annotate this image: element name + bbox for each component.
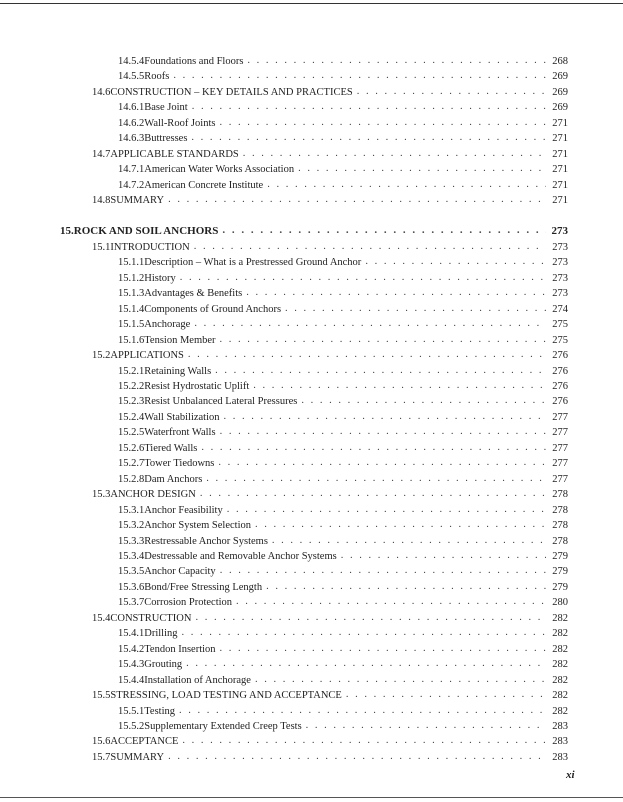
toc-dot-leader [236, 595, 546, 609]
toc-entry-title: Retaining Walls [144, 365, 212, 377]
toc-entry-page: 278 [552, 504, 568, 516]
toc-entry-title: Anchor Capacity [144, 566, 216, 578]
toc-entry-title: Testing [144, 705, 176, 717]
toc-dot-leader [200, 487, 546, 501]
toc-subsection-entry [118, 334, 568, 348]
toc-dot-leader [206, 472, 546, 486]
top-rule [0, 3, 623, 4]
toc-entry-title: Drilling [144, 628, 178, 640]
toc-entry-number: 15.2.7 [118, 458, 145, 470]
toc-subsection-entry [118, 426, 568, 440]
toc-entry-number: 14.8 [92, 195, 111, 207]
toc-entry-title: Resist Hydrostatic Uplift [144, 381, 250, 392]
toc-entry-number: 15.3.4 [118, 550, 145, 562]
toc-section-entry [92, 86, 568, 100]
toc-subsection-entry [118, 550, 568, 564]
toc-entry-title: Destressable and Removable Anchor Systems [144, 550, 337, 562]
toc-subsection-entry [118, 163, 568, 177]
toc-entry-number: 15.1.2 [118, 272, 145, 284]
toc-dot-leader [222, 223, 546, 237]
toc-entry-title: Grouting [144, 659, 183, 671]
toc-dot-leader [285, 302, 546, 316]
toc-entry-number: 15.1.4 [118, 303, 145, 315]
toc-subsection-entry [118, 473, 568, 487]
toc-dot-leader [243, 147, 546, 161]
toc-entry-page: 280 [552, 597, 568, 609]
toc-subsection-entry [118, 395, 568, 409]
toc-dot-leader [201, 441, 546, 455]
toc-dot-leader [195, 611, 546, 625]
toc-entry-number: 15.4.4 [118, 674, 145, 686]
toc-entry-page: 273 [552, 272, 568, 284]
toc-entry-page: 274 [552, 303, 568, 315]
toc-dot-leader [253, 379, 546, 393]
toc-entry-page: 269 [552, 86, 568, 98]
toc-entry-title: American Water Works Association [144, 164, 295, 176]
toc-entry-number: 15.3 [92, 489, 111, 501]
toc-entry-number: 15.3.1 [118, 504, 145, 516]
toc-entry-page: 271 [552, 179, 568, 191]
toc-dot-leader [346, 688, 546, 702]
toc-entry-title: SUMMARY [110, 751, 165, 763]
toc-entry-page: 282 [552, 643, 568, 655]
toc-entry-page: 278 [552, 535, 568, 547]
toc-entry-number: 15.3.3 [118, 535, 145, 547]
toc-subsection-entry [118, 117, 568, 131]
toc-entry-title: ROCK AND SOIL ANCHORS [73, 224, 219, 237]
toc-entry-page: 277 [552, 458, 568, 470]
toc-entry-number: 15.7 [92, 751, 111, 763]
toc-subsection-entry [118, 720, 568, 734]
toc-dot-leader [220, 642, 546, 656]
toc-entry-number: 14.7 [92, 148, 111, 160]
toc-entry-page: 282 [552, 659, 568, 671]
toc-subsection-entry [118, 565, 568, 579]
toc-subsection-entry [118, 442, 568, 456]
toc-entry-title: APPLICABLE STANDARDS [110, 148, 239, 160]
toc-entry-page: 276 [552, 365, 568, 377]
toc-entry-title: Restressable Anchor Systems [144, 535, 268, 547]
toc-entry-page: 271 [552, 117, 568, 129]
toc-dot-leader [194, 317, 546, 331]
toc-entry-number: 15. [60, 224, 74, 237]
toc-subsection-entry [118, 287, 568, 301]
toc-entry-page: 279 [552, 581, 568, 593]
toc-dot-leader [219, 116, 546, 130]
toc-entry-page: 277 [552, 411, 568, 423]
toc-entry-page: 273 [552, 288, 568, 300]
toc-subsection-entry [118, 318, 568, 332]
toc-entry-title: Wall-Roof Joints [144, 117, 216, 129]
toc-subsection-entry [118, 504, 568, 518]
toc-entry-page: 269 [552, 102, 568, 114]
toc-subsection-entry [118, 256, 568, 270]
toc-entry-number: 15.1.3 [118, 288, 145, 300]
toc-subsection-entry [118, 705, 568, 719]
toc-entry-number: 15.1.1 [118, 257, 145, 269]
toc-dot-leader [298, 162, 546, 176]
toc-entry-page: 283 [552, 736, 568, 748]
toc-entry-title: Tendon Insertion [144, 643, 216, 655]
toc-entry-page: 278 [552, 489, 568, 501]
toc-entry-title: Waterfront Walls [144, 427, 216, 439]
toc-entry-page: 271 [552, 148, 568, 160]
toc-dot-leader [357, 85, 546, 99]
toc-dot-leader [220, 564, 546, 578]
toc-entry-title: Supplementary Extended Creep Tests [144, 720, 302, 732]
toc-subsection-entry [118, 674, 568, 688]
toc-dot-leader [215, 364, 546, 378]
toc-entry-number: 15.5 [92, 690, 111, 701]
toc-entry-number: 15.1.5 [118, 319, 145, 331]
toc-subsection-entry [118, 581, 568, 595]
toc-subsection-entry [118, 272, 568, 286]
toc-dot-leader [227, 503, 546, 517]
toc-entry-number: 15.2.5 [118, 427, 145, 439]
toc-entry-title: American Concrete Institute [144, 179, 264, 191]
toc-entry-title: Buttresses [144, 133, 188, 145]
toc-entry-title: Components of Ground Anchors [144, 303, 282, 315]
toc-entry-number: 14.7.1 [118, 164, 145, 176]
toc-entry-page: 275 [552, 319, 568, 331]
toc-entry-number: 15.2.1 [118, 365, 145, 377]
toc-entry-page: 273 [551, 224, 568, 237]
toc-entry-title: Tiered Walls [144, 442, 198, 454]
toc-entry-title: Description – What is a Prestressed Ground Anchor [144, 257, 362, 269]
toc-entry-title: Resist Unbalanced Lateral Pressures [144, 396, 298, 408]
toc-subsection-entry [118, 70, 568, 84]
toc-subsection-entry [118, 627, 568, 641]
page-number: xi [566, 769, 575, 781]
toc-subsection-entry [118, 132, 568, 146]
toc-entry-number: 15.5.2 [118, 720, 145, 732]
toc-dot-leader [180, 271, 546, 285]
toc-entry-number: 15.5.1 [118, 705, 145, 717]
toc-entry-number: 14.6 [92, 86, 111, 98]
toc-dot-leader [272, 534, 546, 548]
toc-entry-title: Tower Tiedowns [144, 458, 215, 470]
toc-entry-page: 271 [552, 195, 568, 207]
toc-dot-leader [247, 54, 546, 68]
toc-subsection-entry [118, 411, 568, 425]
toc-entry-title: ANCHOR DESIGN [110, 489, 196, 501]
toc-entry-number: 15.2 [92, 350, 111, 362]
toc-entry-title: APPLICATIONS [110, 350, 184, 362]
toc-dot-leader [188, 348, 546, 362]
toc-entry-page: 283 [552, 720, 568, 732]
toc-subsection-entry [118, 596, 568, 610]
toc-entry-page: 279 [552, 566, 568, 578]
toc-dot-leader [182, 626, 547, 640]
toc-entry-title: Anchorage [144, 319, 191, 331]
toc-dot-leader [365, 255, 546, 269]
toc-entry-title: Wall Stabilization [144, 411, 220, 423]
toc-section-entry [92, 194, 568, 208]
toc-subsection-entry [118, 101, 568, 115]
toc-entry-title: STRESSING, LOAD TESTING AND ACCEPTANCE [110, 690, 342, 701]
toc-entry-page: 273 [552, 241, 568, 253]
toc-entry-page: 283 [552, 751, 568, 763]
toc-entry-page: 276 [552, 350, 568, 362]
toc-entry-page: 282 [552, 674, 568, 686]
toc-entry-number: 14.5.4 [118, 56, 145, 67]
toc-entry-number: 15.1.6 [118, 334, 145, 346]
toc-entry-number: 15.2.3 [118, 396, 145, 408]
toc-entry-page: 271 [552, 164, 568, 176]
toc-entry-number: 15.6 [92, 736, 111, 748]
toc-subsection-entry [118, 658, 568, 672]
toc-entry-number: 15.2.6 [118, 442, 145, 454]
toc-entry-title: Base Joint [144, 102, 188, 114]
toc-entry-title: Foundations and Floors [144, 56, 244, 67]
toc-entry-page: 277 [552, 473, 568, 485]
toc-entry-number: 14.6.1 [118, 102, 145, 114]
toc-dot-leader [301, 394, 546, 408]
toc-entry-page: 279 [552, 550, 568, 562]
toc-entry-number: 15.3.5 [118, 566, 145, 578]
toc-entry-title: Roofs [144, 71, 170, 83]
toc-dot-leader [224, 410, 546, 424]
toc-dot-leader [306, 719, 546, 733]
toc-dot-leader [168, 750, 546, 764]
bottom-rule [0, 797, 623, 798]
toc-entry-number: 15.3.2 [118, 520, 145, 531]
toc-entry-number: 15.2.8 [118, 473, 145, 485]
toc-section-entry [92, 241, 568, 255]
toc-entry-page: 278 [552, 520, 568, 531]
toc-entry-number: 14.7.2 [118, 179, 145, 191]
toc-entry-title: ACCEPTANCE [110, 736, 179, 748]
toc-subsection-entry [118, 365, 568, 379]
toc-entry-title: Bond/Free Stressing Length [144, 581, 263, 593]
toc-entry-number: 15.4.3 [118, 659, 145, 671]
toc-section-entry [92, 488, 568, 502]
toc-dot-leader [218, 456, 546, 470]
toc-section-entry [92, 612, 568, 626]
toc-subsection-entry [118, 55, 568, 69]
toc-subsection-entry [118, 179, 568, 193]
toc-entry-title: Corrosion Protection [144, 597, 233, 609]
toc-subsection-entry [118, 303, 568, 317]
toc-entry-number: 14.6.3 [118, 133, 145, 145]
toc-dot-leader [173, 69, 546, 83]
toc-entry-title: SUMMARY [110, 195, 165, 207]
toc-entry-page: 277 [552, 427, 568, 439]
toc-section-entry [92, 751, 568, 765]
toc-subsection-entry [118, 380, 568, 394]
toc-entry-page: 276 [552, 396, 568, 408]
toc-entry-page: 275 [552, 334, 568, 346]
toc-entry-title: INTRODUCTION [110, 241, 190, 253]
toc-dot-leader [220, 425, 546, 439]
toc-dot-leader [246, 286, 546, 300]
toc-dot-leader [179, 704, 546, 718]
toc-entry-title: Installation of Anchorage [144, 674, 251, 686]
toc-entry-title: Anchor Feasibility [144, 504, 223, 516]
toc-entry-number: 15.1 [92, 241, 111, 253]
toc-entry-page: 271 [552, 133, 568, 145]
toc-entry-page: 276 [552, 381, 568, 392]
toc-entry-number: 15.2.4 [118, 411, 145, 423]
toc-entry-number: 14.5.5 [118, 71, 145, 83]
toc-chapter-entry [60, 224, 568, 238]
toc-entry-number: 15.4.1 [118, 628, 145, 640]
toc-section-entry [92, 735, 568, 749]
toc-entry-number: 15.3.7 [118, 597, 145, 609]
toc-entry-title: Anchor System Selection [144, 520, 251, 531]
toc-entry-number: 14.6.2 [118, 117, 145, 129]
toc-dot-leader [182, 734, 546, 748]
toc-dot-leader [266, 580, 546, 594]
toc-dot-leader [194, 240, 546, 254]
toc-dot-leader [220, 333, 546, 347]
toc-entry-number: 15.3.6 [118, 581, 145, 593]
toc-entry-title: CONSTRUCTION [110, 612, 192, 624]
toc-dot-leader [255, 673, 546, 687]
toc-entry-title: CONSTRUCTION – KEY DETAILS AND PRACTICES [110, 86, 353, 98]
toc-section-entry [92, 148, 568, 162]
toc-entry-page: 282 [552, 612, 568, 624]
toc-entry-number: 15.4 [92, 612, 111, 624]
toc-entry-number: 15.4.2 [118, 643, 145, 655]
toc-entry-title: History [144, 272, 176, 284]
toc-section-entry [92, 689, 568, 703]
toc-entry-title: Advantages & Benefits [144, 288, 243, 300]
toc-entry-page: 282 [552, 628, 568, 640]
toc-dot-leader [255, 518, 546, 532]
toc-dot-leader [191, 131, 546, 145]
toc-dot-leader [192, 100, 546, 114]
toc-entry-title: Dam Anchors [144, 473, 203, 485]
toc-dot-leader [186, 657, 546, 671]
toc-entry-number: 15.2.2 [118, 381, 145, 392]
toc-section-entry [92, 349, 568, 363]
toc-dot-leader [267, 178, 546, 192]
toc-entry-title: Tension Member [144, 334, 216, 346]
toc-dot-leader [168, 193, 546, 207]
toc-entry-page: 269 [552, 71, 568, 83]
toc-entry-page: 277 [552, 442, 568, 454]
toc-subsection-entry [118, 643, 568, 657]
toc-subsection-entry [118, 457, 568, 471]
toc-subsection-entry [118, 519, 568, 533]
toc-dot-leader [341, 549, 546, 563]
toc-entry-page: 282 [552, 690, 568, 701]
toc-entry-page: 282 [552, 705, 568, 717]
toc-subsection-entry [118, 535, 568, 549]
toc-entry-page: 268 [552, 56, 568, 67]
toc-entry-page: 273 [552, 257, 568, 269]
